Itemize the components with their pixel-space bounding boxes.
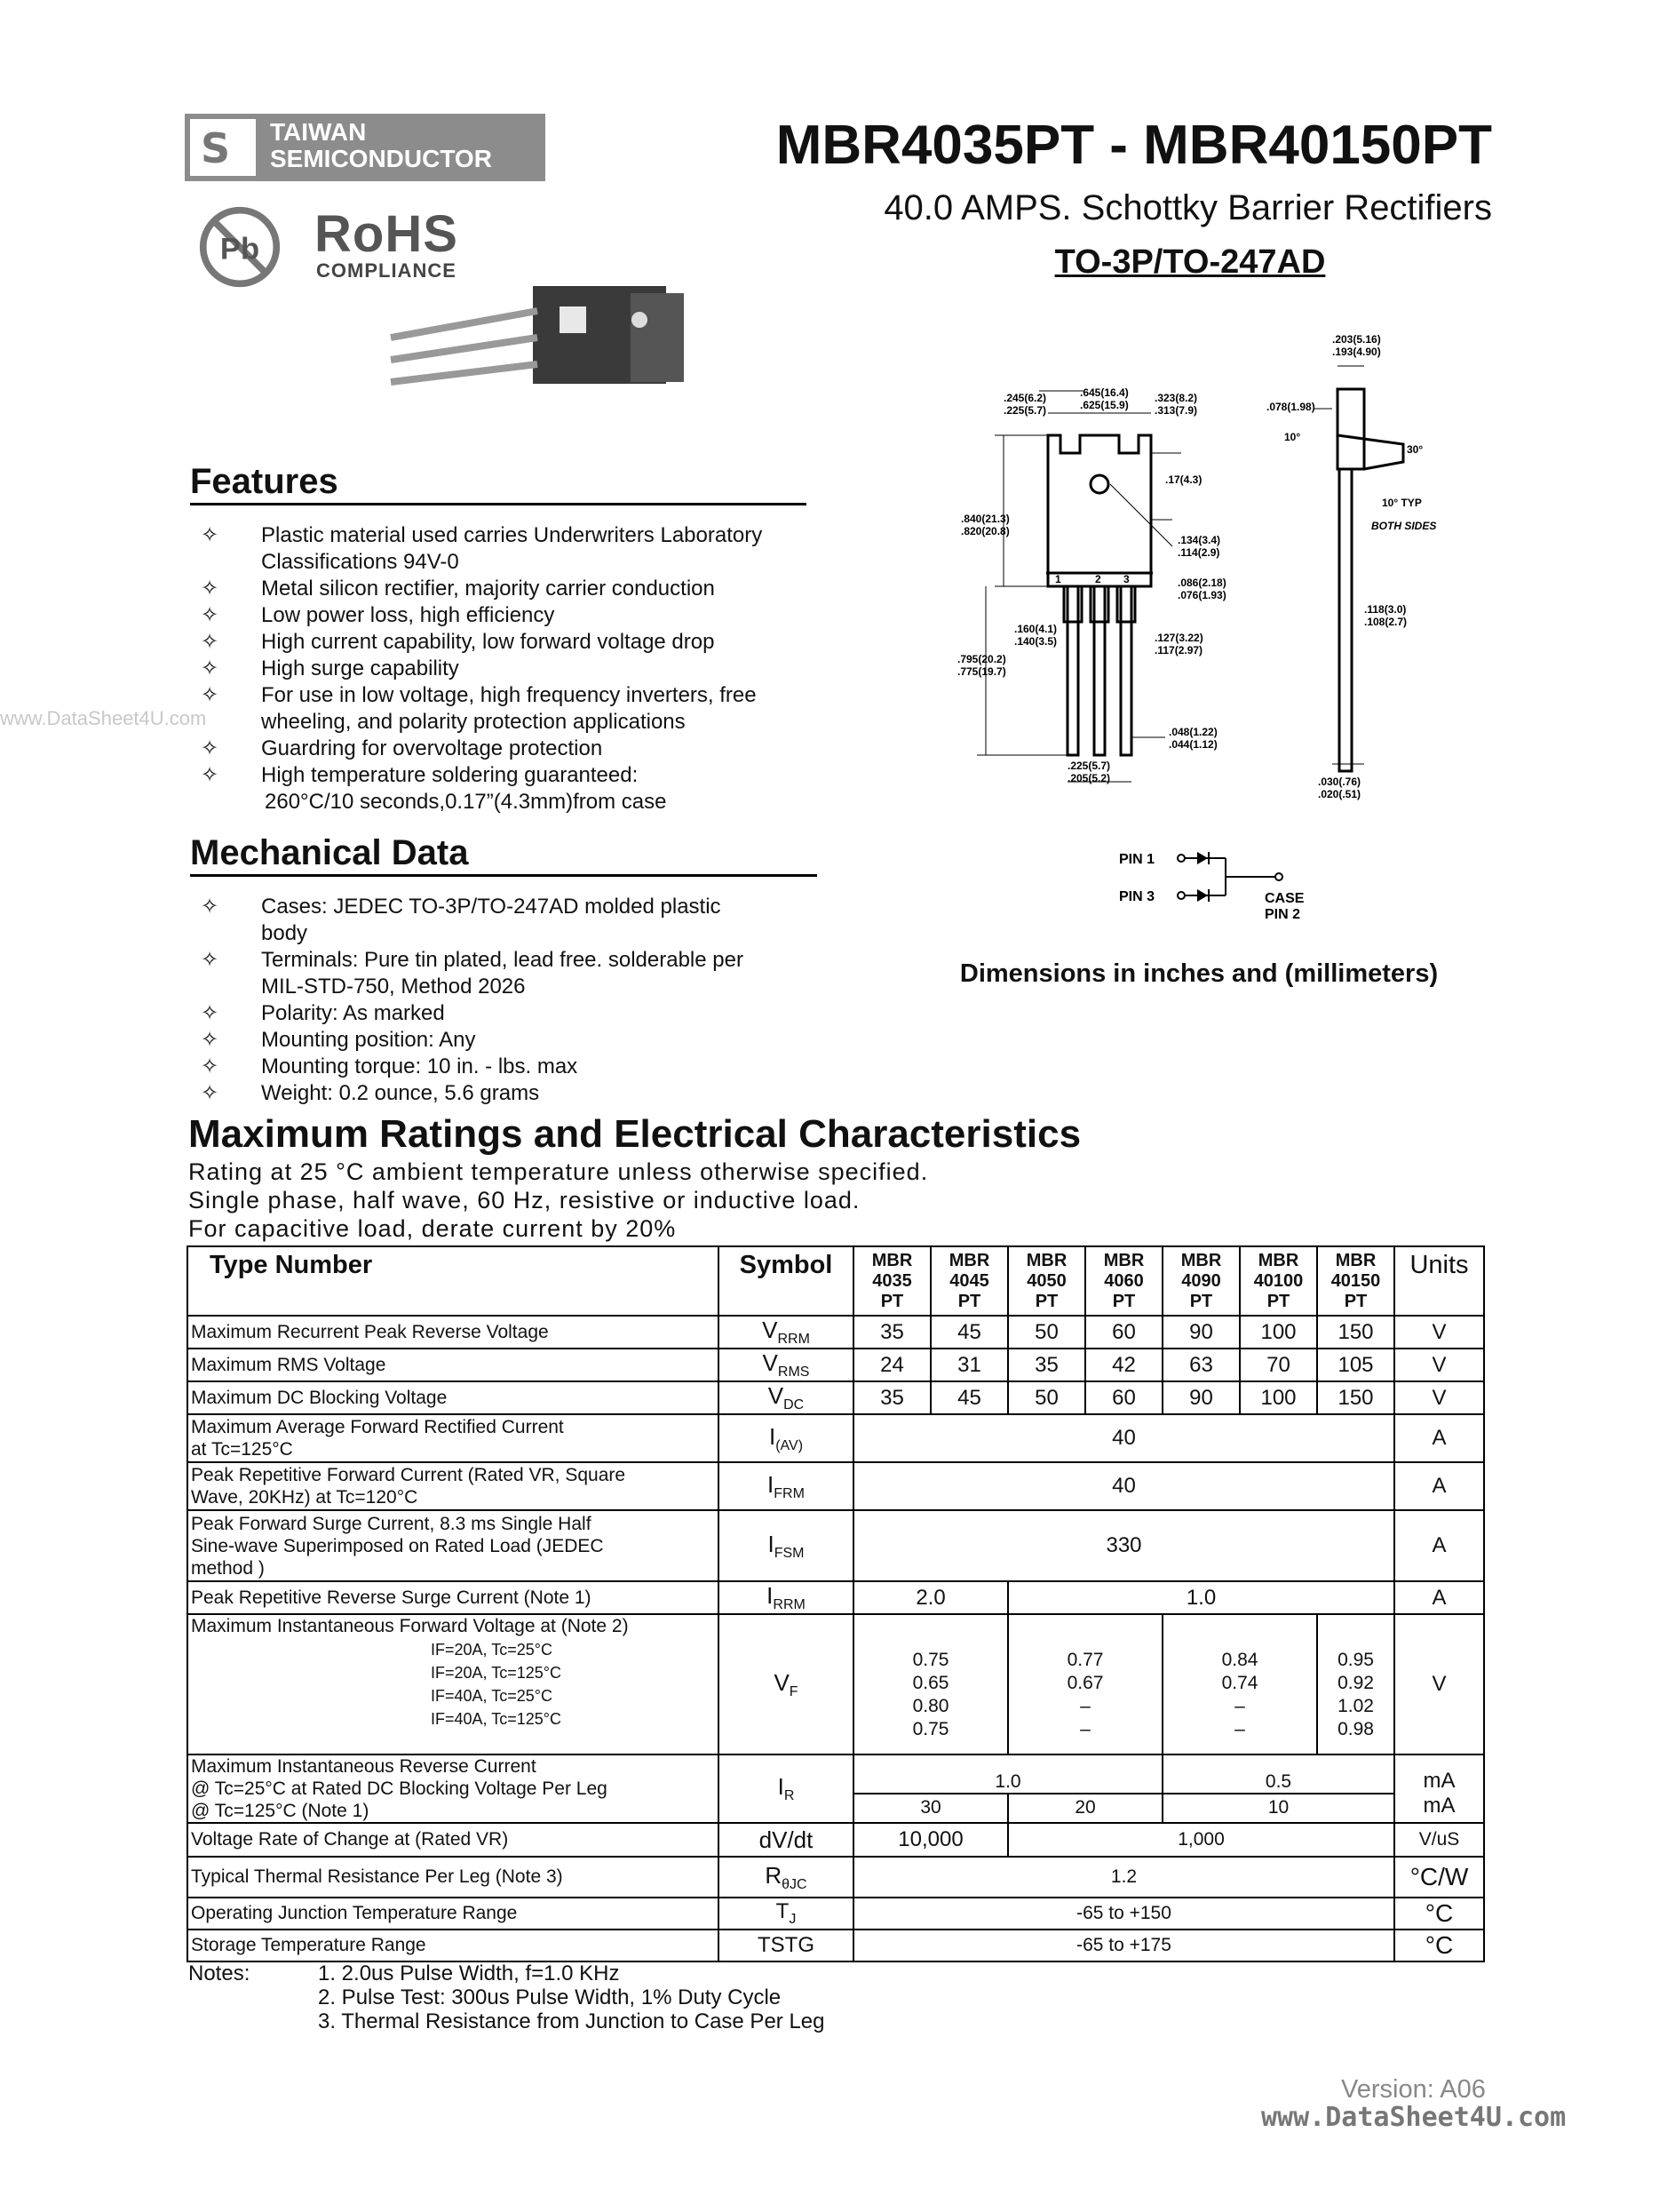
- row-label: Maximum Instantaneous Forward Voltage at (Note 2) IF=20A, Tc=25°C IF=20A, Tc=125°C IF=40A, Tc=25°C IF=40A, Tc=125°C: [187, 1614, 718, 1754]
- list-item: 260°C/10 seconds,0.17”(4.3mm)from case: [265, 790, 667, 814]
- list-item: body: [261, 921, 308, 945]
- cell-value: 1.2: [853, 1857, 1394, 1898]
- cell-value: 35: [853, 1316, 931, 1349]
- svg-text:.625(15.9): .625(15.9): [1080, 399, 1129, 411]
- cell-unit: °C: [1394, 1930, 1484, 1961]
- bullet-icon: ✧: [201, 1054, 219, 1078]
- row-symbol: $T_J$: [718, 1898, 853, 1930]
- cell-value: 105: [1317, 1349, 1394, 1381]
- svg-text:.225(5.7): .225(5.7): [1068, 760, 1111, 772]
- cell-value: 35: [1008, 1349, 1085, 1381]
- row-label: Voltage Rate of Change at (Rated VR): [187, 1823, 718, 1857]
- cell-value: 24: [853, 1349, 931, 1381]
- cell-unit: A: [1394, 1510, 1484, 1581]
- row-label: Typical Thermal Resistance Per Leg (Note 3): [187, 1857, 718, 1898]
- cell-value: 100: [1240, 1316, 1317, 1349]
- bullet-icon: ✧: [201, 948, 219, 972]
- note-item: 3. Thermal Resistance from Junction to Case Per Leg: [318, 2009, 825, 2033]
- cell-value: 50: [1008, 1381, 1085, 1414]
- table-row: [187, 1414, 1484, 1462]
- svg-text:Pb: Pb: [219, 232, 260, 267]
- cell-value: 90: [1163, 1381, 1240, 1414]
- rohs-title: RoHS: [314, 205, 458, 263]
- row-symbol: $V_F$: [718, 1614, 853, 1754]
- svg-text:.108(2.7): .108(2.7): [1364, 616, 1408, 628]
- table-row: [187, 1462, 1484, 1510]
- svg-text:.127(3.22): .127(3.22): [1155, 632, 1203, 644]
- cell-value-group: 0.95 0.92 1.02 0.98: [1317, 1614, 1394, 1754]
- cell-value: -65 to +150: [853, 1898, 1394, 1930]
- table-row: [187, 1898, 1484, 1930]
- cell-unit: V: [1394, 1349, 1484, 1381]
- bullet-icon: ✧: [201, 895, 219, 919]
- bullet-icon: ✧: [201, 683, 219, 707]
- cell-value-group: 0.75 0.65 0.80 0.75: [853, 1614, 1008, 1754]
- cell-value: 150: [1317, 1381, 1394, 1414]
- cell-value: 60: [1085, 1381, 1163, 1414]
- pinout-schematic: [1119, 842, 1341, 931]
- list-item: ✧ Cases: JEDEC TO-3P/TO-247AD molded plastic: [201, 895, 721, 919]
- row-label: Peak Repetitive Reverse Surge Current (Note 1): [187, 1581, 718, 1614]
- cell-value: 45: [931, 1316, 1008, 1349]
- cell-unit: A: [1394, 1414, 1484, 1462]
- svg-text:CASE: CASE: [1265, 891, 1305, 906]
- features-heading: Features: [190, 462, 338, 501]
- row-symbol: $V_{RMS}$: [718, 1349, 853, 1381]
- table-row: [187, 1581, 1484, 1614]
- svg-text:.820(20.8): .820(20.8): [961, 525, 1010, 537]
- row-symbol: $I_{FRM}$: [718, 1462, 853, 1510]
- table-header-row: [187, 1246, 1484, 1316]
- cell-unit: mA: [1394, 1754, 1484, 1794]
- note-item: 1. 2.0us Pulse Width, f=1.0 KHz: [318, 1961, 620, 1985]
- list-item: wheeling, and polarity protection applications: [261, 710, 686, 734]
- product-photo: [382, 275, 702, 400]
- note-item: 2. Pulse Test: 300us Pulse Width, 1% Duty Cycle: [318, 1985, 782, 2009]
- package-drawing: [941, 320, 1474, 817]
- page-subtitle: 40.0 AMPS. Schottky Barrier Rectifiers: [884, 188, 1492, 227]
- svg-text:.323(8.2): .323(8.2): [1155, 392, 1198, 404]
- features-list: [190, 522, 883, 816]
- svg-text:10° TYP: 10° TYP: [1382, 497, 1422, 509]
- version-label: Version: A06: [1341, 2075, 1486, 2104]
- svg-text:.203(5.16): .203(5.16): [1332, 333, 1381, 346]
- svg-text:BOTH SIDES: BOTH SIDES: [1371, 520, 1437, 532]
- col-type: Type Number: [187, 1246, 718, 1316]
- bullet-icon: ✧: [201, 523, 219, 547]
- pb-free-icon: [197, 204, 282, 290]
- list-item: ✧ Polarity: As marked: [201, 1001, 445, 1025]
- svg-text:.645(16.4): .645(16.4): [1080, 386, 1129, 399]
- watermark-text: www.DataSheet4U.com: [0, 707, 207, 729]
- list-item: ✧ Metal silicon rectifier, majority carrier conduction: [201, 577, 715, 601]
- list-item: Classifications 94V-0: [261, 550, 459, 574]
- svg-text:PIN 3: PIN 3: [1119, 889, 1155, 904]
- svg-text:.775(19.7): .775(19.7): [957, 665, 1006, 678]
- row-label: Maximum DC Blocking Voltage: [187, 1381, 718, 1414]
- cell-value: 35: [853, 1381, 931, 1414]
- cell-value: 2.0: [853, 1581, 1008, 1614]
- footer-watermark: www.DataSheet4U.com: [1261, 2102, 1567, 2133]
- svg-text:.134(3.4): .134(3.4): [1178, 534, 1221, 546]
- row-label: Maximum Recurrent Peak Reverse Voltage: [187, 1316, 718, 1349]
- cell-value: 1.0: [853, 1754, 1163, 1794]
- col-part: MBR 4050 PT: [1008, 1246, 1085, 1316]
- bullet-icon: ✧: [201, 1081, 219, 1105]
- cell-unit: V: [1394, 1316, 1484, 1349]
- mechanical-list: [190, 894, 883, 1107]
- svg-text:PIN 1: PIN 1: [1119, 852, 1155, 867]
- table-row: [187, 1510, 1484, 1581]
- svg-text:.313(7.9): .313(7.9): [1155, 404, 1198, 417]
- svg-text:3: 3: [1123, 573, 1130, 585]
- cell-value: 1.0: [1008, 1581, 1394, 1614]
- col-units: Units: [1394, 1246, 1484, 1316]
- cell-value: 40: [853, 1462, 1394, 1510]
- svg-text:.225(5.7): .225(5.7): [1004, 404, 1047, 417]
- mechanical-heading: Mechanical Data: [190, 833, 469, 872]
- col-part: MBR 4060 PT: [1085, 1246, 1163, 1316]
- row-label: Maximum RMS Voltage: [187, 1349, 718, 1381]
- row-symbol: $V_{RRM}$: [718, 1316, 853, 1349]
- cell-value-group: 0.77 0.67 – –: [1008, 1614, 1163, 1754]
- ratings-heading: Maximum Ratings and Electrical Characteristics: [188, 1112, 1082, 1156]
- row-label: Peak Repetitive Forward Current (Rated VR, Square Wave, 20KHz) at Tc=120°C: [187, 1462, 718, 1510]
- svg-text:.17(4.3): .17(4.3): [1165, 473, 1203, 486]
- ratings-table: [187, 1245, 1485, 1962]
- cell-value: 50: [1008, 1316, 1085, 1349]
- cell-unit: mA: [1394, 1794, 1484, 1823]
- svg-text:30°: 30°: [1407, 443, 1424, 456]
- col-part: MBR 40100 PT: [1240, 1246, 1317, 1316]
- cell-unit: °C: [1394, 1898, 1484, 1930]
- svg-text:.020(.51): .020(.51): [1318, 788, 1361, 800]
- list-item: ✧ For use in low voltage, high frequency inverters, free: [201, 683, 757, 707]
- svg-text:.795(20.2): .795(20.2): [957, 653, 1006, 665]
- cell-value: 0.5: [1163, 1754, 1394, 1794]
- col-part: MBR 4035 PT: [853, 1246, 931, 1316]
- svg-text:.078(1.98): .078(1.98): [1266, 401, 1315, 413]
- list-item: ✧ Mounting torque: 10 in. - lbs. max: [201, 1054, 578, 1078]
- logo-mark: S: [190, 119, 256, 176]
- svg-text:.086(2.18): .086(2.18): [1178, 577, 1226, 589]
- row-symbol: $I_{FSM}$: [718, 1510, 853, 1581]
- svg-text:.030(.76): .030(.76): [1318, 776, 1361, 788]
- svg-text:.048(1.22): .048(1.22): [1169, 726, 1218, 738]
- svg-text:.205(5.2): .205(5.2): [1068, 772, 1111, 784]
- svg-text:2: 2: [1095, 573, 1101, 585]
- cell-value: 10: [1163, 1794, 1394, 1823]
- bullet-icon: ✧: [201, 763, 219, 787]
- row-symbol: $V_{DC}$: [718, 1381, 853, 1414]
- cell-unit: A: [1394, 1581, 1484, 1614]
- cell-unit: V: [1394, 1381, 1484, 1414]
- cell-value: 330: [853, 1510, 1394, 1581]
- svg-text:.193(4.90): .193(4.90): [1332, 346, 1381, 358]
- svg-text:.160(4.1): .160(4.1): [1014, 623, 1058, 635]
- row-symbol: $I_{(AV)}$: [718, 1414, 853, 1462]
- row-label: Storage Temperature Range: [187, 1930, 718, 1961]
- cell-value: 90: [1163, 1316, 1240, 1349]
- svg-text:.044(1.12): .044(1.12): [1169, 738, 1218, 751]
- cell-unit: V: [1394, 1614, 1484, 1754]
- svg-text:.114(2.9): .114(2.9): [1178, 546, 1220, 559]
- bullet-icon: ✧: [201, 1028, 219, 1052]
- bullet-icon: ✧: [201, 630, 219, 654]
- col-part: MBR 40150 PT: [1317, 1246, 1394, 1316]
- list-item: ✧ Weight: 0.2 ounce, 5.6 grams: [201, 1081, 540, 1105]
- col-symbol: Symbol: [718, 1246, 853, 1316]
- svg-text:.117(2.97): .117(2.97): [1155, 644, 1203, 656]
- package-name: TO-3P/TO-247AD: [1054, 243, 1326, 281]
- table-row: [187, 1316, 1484, 1349]
- cell-value: 30: [853, 1794, 1008, 1823]
- list-item: ✧ High surge capability: [201, 656, 459, 680]
- svg-text:.140(3.5): .140(3.5): [1014, 635, 1058, 648]
- table-row: [187, 1614, 1484, 1754]
- cell-value: 100: [1240, 1381, 1317, 1414]
- svg-text:10°: 10°: [1284, 431, 1301, 443]
- svg-text:1: 1: [1055, 573, 1061, 585]
- company-name: TAIWAN SEMICONDUCTOR: [270, 118, 492, 172]
- bullet-icon: ✧: [201, 603, 219, 627]
- bullet-icon: ✧: [201, 577, 219, 601]
- table-row: [187, 1857, 1484, 1898]
- list-item: ✧ Terminals: Pure tin plated, lead free. solderable per: [201, 948, 743, 972]
- ratings-condition: For capacitive load, derate current by 20%: [188, 1215, 677, 1242]
- col-part: MBR 4090 PT: [1163, 1246, 1240, 1316]
- row-symbol: $I_{RRM}$: [718, 1581, 853, 1614]
- bullet-icon: ✧: [201, 736, 219, 760]
- mechanical-rule: [190, 874, 817, 877]
- bullet-icon: ✧: [201, 656, 219, 680]
- row-symbol: TSTG: [718, 1930, 853, 1961]
- cell-value: 1,000: [1008, 1823, 1394, 1857]
- cell-value: 40: [853, 1414, 1394, 1462]
- dimensions-caption: Dimensions in inches and (millimeters): [959, 959, 1439, 988]
- cell-value: 63: [1163, 1349, 1240, 1381]
- col-part: MBR 4045 PT: [931, 1246, 1008, 1316]
- row-label: Operating Junction Temperature Range: [187, 1898, 718, 1930]
- row-symbol: $R_{\theta JC}$: [718, 1857, 853, 1898]
- rohs-compliance: COMPLIANCE: [316, 259, 456, 282]
- cell-value: -65 to +175: [853, 1930, 1394, 1961]
- cell-value: 60: [1085, 1316, 1163, 1349]
- svg-text:.840(21.3): .840(21.3): [961, 513, 1010, 525]
- ratings-condition: Single phase, half wave, 60 Hz, resistive or inductive load.: [188, 1187, 861, 1213]
- list-item: MIL-STD-750, Method 2026: [261, 975, 526, 999]
- list-item: ✧ High temperature soldering guaranteed:: [201, 763, 639, 787]
- page-title: MBR4035PT - MBR40150PT: [775, 115, 1492, 176]
- table-row: [187, 1823, 1484, 1857]
- features-rule: [190, 503, 806, 505]
- cell-value: 20: [1008, 1794, 1163, 1823]
- row-symbol: dV/dt: [718, 1823, 853, 1857]
- row-label: Maximum Instantaneous Reverse Current @ Tc=25°C at Rated DC Blocking Voltage Per Leg @ Tc=125°C (Note 1): [187, 1754, 718, 1823]
- cell-value: 31: [931, 1349, 1008, 1381]
- row-label: Peak Forward Surge Current, 8.3 ms Single Half Sine-wave Superimposed on Rated Load (JEDEC method ): [187, 1510, 718, 1581]
- cell-unit: A: [1394, 1462, 1484, 1510]
- list-item: ✧ Low power loss, high efficiency: [201, 603, 555, 627]
- list-item: ✧ Guardring for overvoltage protection: [201, 736, 603, 760]
- row-label: Maximum Average Forward Rectified Current at Tc=125°C: [187, 1414, 718, 1462]
- cell-unit: V/uS: [1394, 1823, 1484, 1857]
- list-item: ✧ Mounting position: Any: [201, 1028, 476, 1052]
- table-row: [187, 1381, 1484, 1414]
- row-symbol: $I_R$: [718, 1754, 853, 1823]
- svg-text:.245(6.2): .245(6.2): [1004, 392, 1047, 404]
- cell-unit: °C/W: [1394, 1857, 1484, 1898]
- cell-value: 70: [1240, 1349, 1317, 1381]
- company-logo: [185, 114, 545, 181]
- cell-value: 45: [931, 1381, 1008, 1414]
- svg-text:PIN 2: PIN 2: [1265, 907, 1301, 922]
- ratings-condition: Rating at 25 °C ambient temperature unless otherwise specified.: [188, 1158, 929, 1185]
- cell-value: 10,000: [853, 1823, 1008, 1857]
- table-row: [187, 1930, 1484, 1961]
- list-item: ✧ Plastic material used carries Underwriters Laboratory: [201, 523, 763, 547]
- list-item: ✧ High current capability, low forward voltage drop: [201, 630, 715, 654]
- cell-value: 42: [1085, 1349, 1163, 1381]
- cell-value: 150: [1317, 1316, 1394, 1349]
- svg-text:.118(3.0): .118(3.0): [1364, 603, 1407, 616]
- notes-label: Notes:: [188, 1961, 250, 1985]
- cell-value-group: 0.84 0.74 – –: [1163, 1614, 1317, 1754]
- table-row: [187, 1349, 1484, 1381]
- table-row: [187, 1754, 1484, 1794]
- bullet-icon: ✧: [201, 1001, 219, 1025]
- svg-text:.076(1.93): .076(1.93): [1178, 589, 1226, 601]
